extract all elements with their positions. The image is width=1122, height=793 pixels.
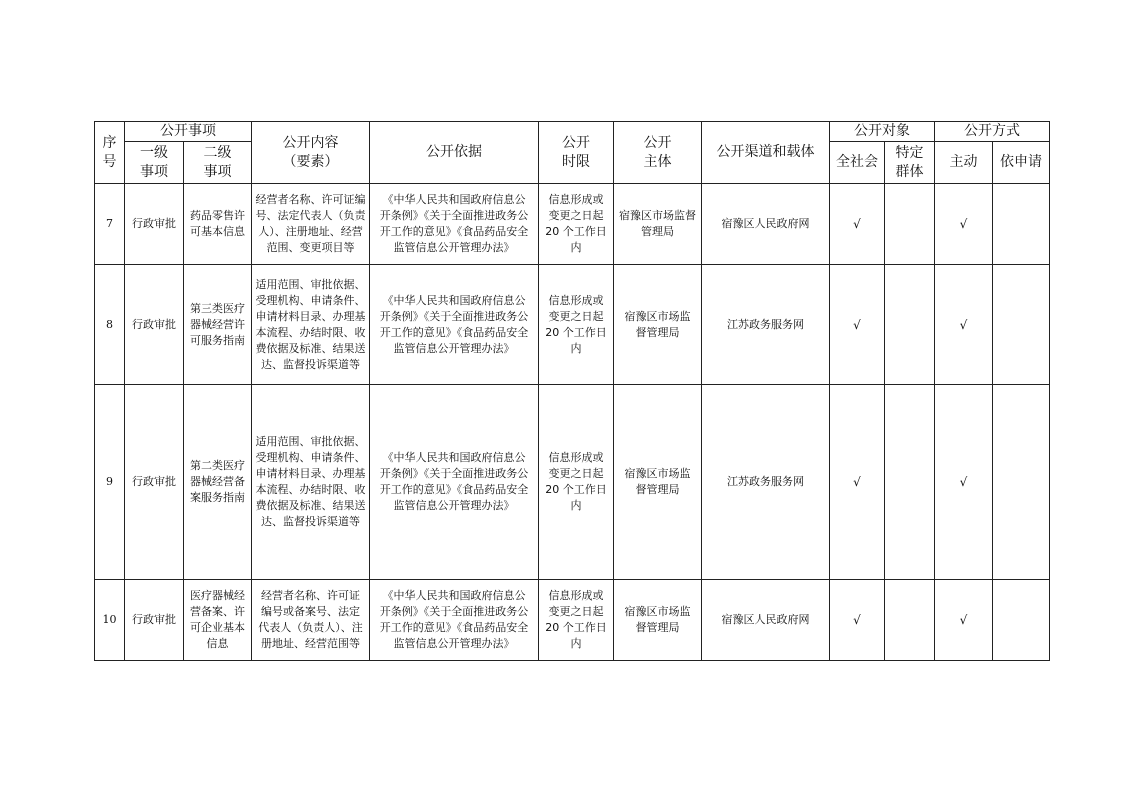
row-method-active: √ xyxy=(935,265,993,385)
row-seq: 9 xyxy=(95,385,125,580)
table-row xyxy=(95,265,1050,385)
row-method-active: √ xyxy=(935,580,993,661)
row-subject: 宿豫区市场监督 管理局 xyxy=(614,184,702,265)
row-basis: 《中华人民共和国政府信息公 开条例》《关于全面推进政务公 开工作的意见》《食品药品安全 监管信息公开管理办法》 xyxy=(370,265,539,385)
row-level2: 医疗器械经 营备案、许 可企业基本 信息 xyxy=(184,580,252,661)
disclosure-table xyxy=(94,121,1050,661)
row-channel: 江苏政务服务网 xyxy=(702,385,830,580)
row-time: 信息形成或 变更之日起 20 个工作日 内 xyxy=(539,385,614,580)
row-channel: 宿豫区人民政府网 xyxy=(702,580,830,661)
row-level2: 第二类医疗 器械经营备 案服务指南 xyxy=(184,385,252,580)
row-seq: 8 xyxy=(95,265,125,385)
row-channel: 宿豫区人民政府网 xyxy=(702,184,830,265)
row-target-all: √ xyxy=(830,265,885,385)
header-channel: 公开渠道和载体 xyxy=(702,122,830,184)
row-method-active: √ xyxy=(935,184,993,265)
table-row xyxy=(95,184,1050,265)
header-basis: 公开依据 xyxy=(370,122,539,184)
header-target-specific: 特定 群体 xyxy=(885,142,935,184)
table-row xyxy=(95,580,1050,661)
row-basis: 《中华人民共和国政府信息公 开条例》《关于全面推进政务公 开工作的意见》《食品药品安全 监管信息公开管理办法》 xyxy=(370,385,539,580)
row-subject: 宿豫区市场监 督管理局 xyxy=(614,265,702,385)
row-basis: 《中华人民共和国政府信息公 开条例》《关于全面推进政务公 开工作的意见》《食品药品安全 监管信息公开管理办法》 xyxy=(370,184,539,265)
header-target: 公开对象 xyxy=(830,122,935,142)
row-content: 经营者名称、许可证编 号、法定代表人（负责 人）、注册地址、经营 范围、变更项目等 xyxy=(252,184,370,265)
header-target-all: 全社会 xyxy=(830,142,885,184)
row-target-specific xyxy=(885,580,935,661)
row-content: 适用范围、审批依据、 受理机构、申请条件、 申请材料目录、办理基 本流程、办结时限、收 费依据及标准、结果送 达、监督投诉渠道等 xyxy=(252,385,370,580)
row-seq: 7 xyxy=(95,184,125,265)
header-time: 公开 时限 xyxy=(539,122,614,184)
row-level1: 行政审批 xyxy=(125,580,184,661)
row-method-active: √ xyxy=(935,385,993,580)
row-target-all: √ xyxy=(830,580,885,661)
header-matter-level1: 一级 事项 xyxy=(125,142,184,184)
header-content: 公开内容 （要素） xyxy=(252,122,370,184)
row-method-request xyxy=(993,385,1050,580)
table-row xyxy=(95,385,1050,580)
row-method-request xyxy=(993,184,1050,265)
row-target-specific xyxy=(885,385,935,580)
row-level2: 药品零售许 可基本信息 xyxy=(184,184,252,265)
header-matter: 公开事项 xyxy=(125,122,252,142)
header-seq: 序 号 xyxy=(95,122,125,184)
header-matter-level2: 二级 事项 xyxy=(184,142,252,184)
row-target-specific xyxy=(885,184,935,265)
row-basis: 《中华人民共和国政府信息公 开条例》《关于全面推进政务公 开工作的意见》《食品药品安全 监管信息公开管理办法》 xyxy=(370,580,539,661)
row-level2: 第三类医疗 器械经营许 可服务指南 xyxy=(184,265,252,385)
header-method-active: 主动 xyxy=(935,142,993,184)
row-level1: 行政审批 xyxy=(125,184,184,265)
header-method: 公开方式 xyxy=(935,122,1050,142)
row-target-all: √ xyxy=(830,385,885,580)
row-content: 经营者名称、许可证 编号或备案号、法定 代表人（负责人）、注 册地址、经营范围等 xyxy=(252,580,370,661)
row-channel: 江苏政务服务网 xyxy=(702,265,830,385)
row-content: 适用范围、审批依据、 受理机构、申请条件、 申请材料目录、办理基 本流程、办结时限、收 费依据及标准、结果送 达、监督投诉渠道等 xyxy=(252,265,370,385)
row-time: 信息形成或 变更之日起 20 个工作日 内 xyxy=(539,184,614,265)
row-subject: 宿豫区市场监 督管理局 xyxy=(614,580,702,661)
row-method-request xyxy=(993,580,1050,661)
row-subject: 宿豫区市场监 督管理局 xyxy=(614,385,702,580)
row-time: 信息形成或 变更之日起 20 个工作日 内 xyxy=(539,265,614,385)
header-method-request: 依申请 xyxy=(993,142,1050,184)
row-time: 信息形成或 变更之日起 20 个工作日 内 xyxy=(539,580,614,661)
row-target-specific xyxy=(885,265,935,385)
row-level1: 行政审批 xyxy=(125,385,184,580)
row-target-all: √ xyxy=(830,184,885,265)
row-level1: 行政审批 xyxy=(125,265,184,385)
header-subject: 公开 主体 xyxy=(614,122,702,184)
row-method-request xyxy=(993,265,1050,385)
row-seq: 10 xyxy=(95,580,125,661)
